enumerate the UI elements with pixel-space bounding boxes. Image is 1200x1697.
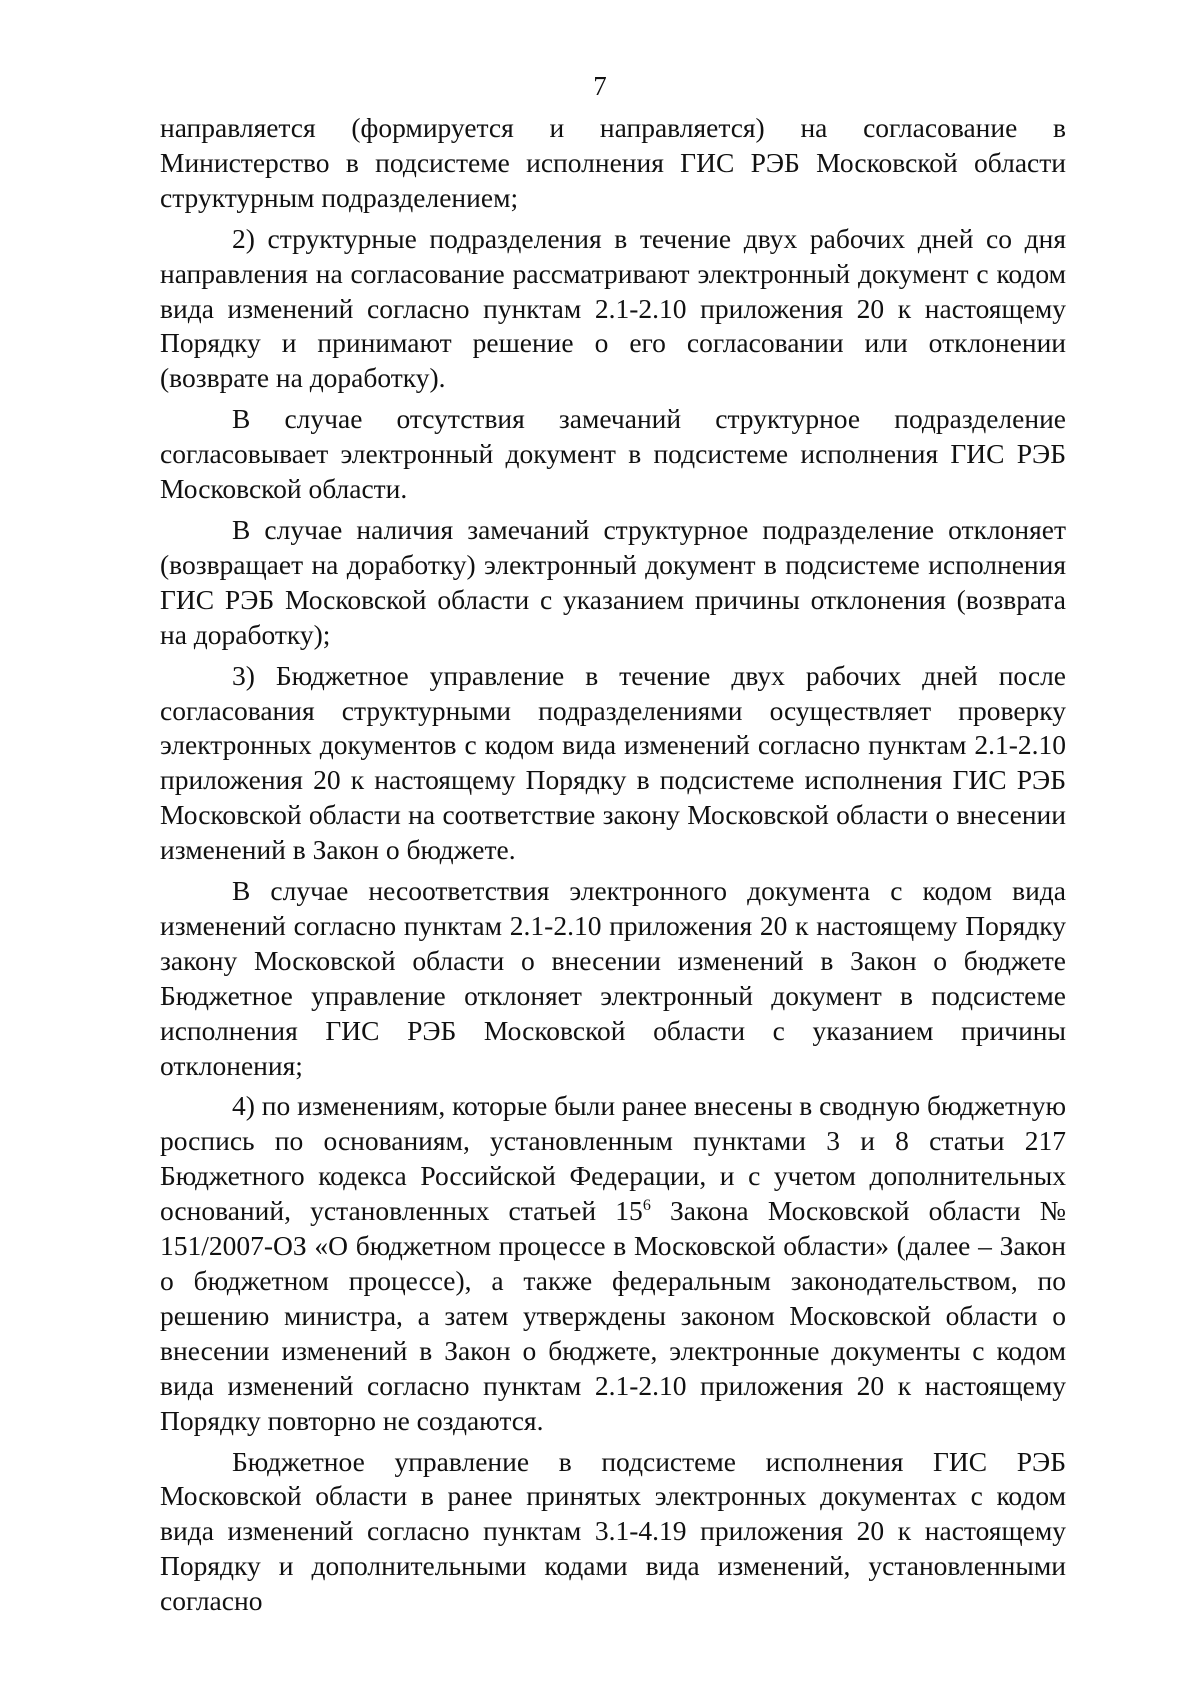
paragraph-item-4-part-1: 4) по изменениям, которые были ранее внесены в сводную бюджетную роспись по основаниям, установленным пунктами 3 и 8 статьи 217 Бюджетного кодекса Российской Федерации, и с учетом дополнительных оснований, установленных статьей 15 [160,1090,1066,1227]
paragraph-item-3: 3) Бюджетное управление в течение двух рабочих дней после согласования структурными подразделениями осуществляет проверку электронных документов с кодом вида изменений согласно пунктам 2.1-2.10 приложения 20 к настоящему Порядку в подсистеме исполнения ГИС РЭБ Московской области на соответствие закону Московской области о внесении изменений в Закон о бюджете. [160,659,1066,866]
paragraph-with-remarks: В случае наличия замечаний структурное подразделение отклоняет (возвращает на доработку) электронный документ в подсистеме исполнения ГИС РЭБ Московской области с указанием причины отклонения (возврата на доработку); [160,513,1066,650]
page-number: 7 [593,71,607,101]
paragraph-item-4-part-2: Закона Московской области № 151/2007-ОЗ «О бюджетном процессе в Московской области» (далее – Закон о бюджетном процессе), а также федеральным законодательством, по решению министра, а затем утверждены законом Московской области о внесении изменений в Закон о бюджете, электронные документы с кодом вида изменений согласно пунктам 2.1-2.10 приложения 20 к настоящему Порядку повторно не создаются. [160,1195,1066,1436]
paragraph-item-4 [160,1089,1066,1438]
paragraph-mismatch: В случае несоответствия электронного документа с кодом вида изменений согласно пунктам 2.1-2.10 приложения 20 к настоящему Порядку закону Московской области о внесении изменений в Закон о бюджете Бюджетное управление отклоняет электронный документ в подсистеме исполнения ГИС РЭБ Московской области с указанием причины отклонения; [160,875,1066,1081]
paragraph-item-2: 2) структурные подразделения в течение двух рабочих дней со дня направления на согласование рассматривают электронный документ с кодом вида изменений согласно пунктам 2.1-2.10 приложения 20 к настоящему Порядку и принимают решение о его согласовании или отклонении (возврате на доработку). [160,222,1066,394]
paragraph-budget-department: Бюджетное управление в подсистеме исполнения ГИС РЭБ Московской области в ранее принятых электронных документах с кодом вида изменений согласно пунктам 3.1-4.19 приложения 20 к настоящему Порядку и дополнительными кодами вида изменений, установленными согласно [160,1445,1066,1617]
article-superscript: 6 [642,1197,651,1215]
document-body [160,111,1066,1625]
paragraph-no-remarks: В случае отсутствия замечаний структурное подразделение согласовывает электронный документ в подсистеме исполнения ГИС РЭБ Московской области. [160,403,1066,505]
paragraph-continuation: направляется (формируется и направляется) на согласование в Министерство в подсистеме исполнения ГИС РЭБ Московской области структурным подразделением; [160,112,1066,213]
